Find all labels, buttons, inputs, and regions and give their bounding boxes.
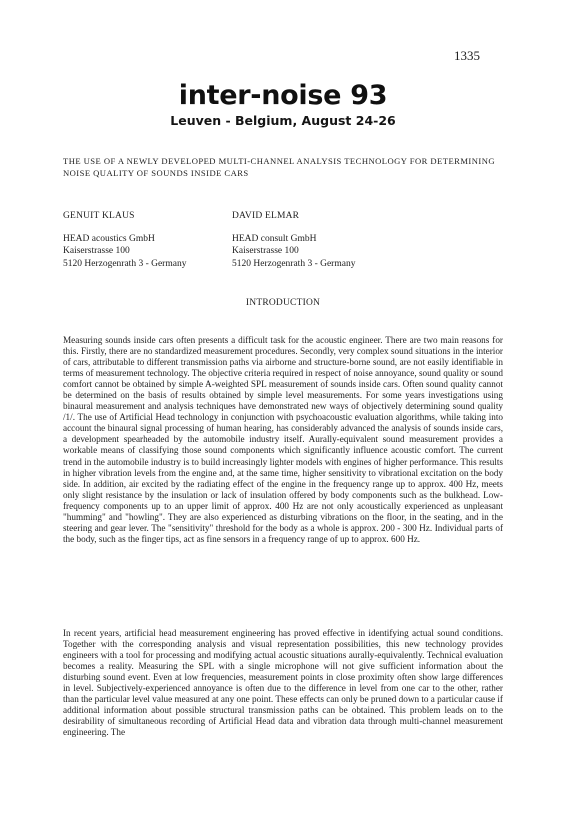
affiliation-line: 5120 Herzogenrath 3 - Germany xyxy=(63,258,187,269)
author-block xyxy=(63,210,186,270)
affiliation-line: Kaiserstrasse 100 xyxy=(232,246,299,256)
author-name: GENUIT KLAUS xyxy=(63,211,135,221)
author-name: DAVID ELMAR xyxy=(232,211,300,221)
affiliation-line: Kaiserstrasse 100 xyxy=(63,246,130,256)
affiliation-line: HEAD acoustics GmbH xyxy=(63,233,155,244)
paper-title: THE USE OF A NEWLY DEVELOPED MULTI-CHANNEL ANALYSIS TECHNOLOGY FOR DETERMINING NOISE QUALITY OF SOUNDS INSIDE CARS xyxy=(63,156,496,178)
author-block xyxy=(232,210,355,270)
conference-title: inter-noise 93 xyxy=(178,80,388,111)
affiliation-line: HEAD consult GmbH xyxy=(232,233,317,244)
page-number: 1335 xyxy=(454,48,480,63)
body-paragraph: Measuring sounds inside cars often presents a difficult task for the acoustic engineer. There are two main reasons for this. Firstly, there are no standardized measurement procedures. Secondly, very complex sound situations in the interior of cars, attributable to different transmission paths via airborne and structure-borne sound, are not easily identifiable in terms of measurement technology. The objective criteria required in respect of noise annoyance, sound quality or sound comfort cannot be obtained by simple A-weighted SPL measurement of sounds inside cars. Often sound quality cannot be determined on the basis of results obtained by simple level measurements. For some years investigations using binaural measurement and analysis techniques have demonstrated new ways of objectively determining sound quality /1/. The use of Artificial Head technology in conjunction with psychoacoustic evaluation algorithms, while taking into account the binaural signal processing of human hearing, has considerably advanced the analysis of sounds inside cars, a development spearheaded by the automobile industry itself. Aurally-equivalent sound measurement provides a workable means of classifying those sound components which significantly influence acoustic comfort. The current trend in the automobile industry is to build increasingly lighter models with engines of higher performance. This results in higher vibration levels from the engine and, at the same time, higher sensitivity to vibrational excitation on the body side. In addition, air excited by the radiating effect of the engine in the frequency range up to approx. 400 Hz, meets only slight resistance by the insulation or lack of insulation offered by body components such as the bulkhead. Low-frequency components up to an upper limit of approx. 400 Hz are not only acoustically experienced as unpleasant "humming" and "howling". They are also experienced as disturbing vibrations on the floor, in the seating, and in the steering and gear lever. The "sensitivity" threshold for the body as a whole is approx. 200 - 300 Hz. Individual parts of the body, such as the finger tips, act as fine sensors in a frequency range of up to approx. 600 Hz. xyxy=(63,335,503,544)
body-paragraph: In recent years, artificial head measurement engineering has proved effective in identifying actual sound conditions. Together with the corresponding analysis and visual representation possibilities, this new technology provides engineers with a tool for processing and modifying actual acoustic situations aurally-equivalently. Technical evaluation becomes a reality. Measuring the SPL with a single microphone will not give sufficient information about the disturbing sound event. Even at low frequencies, measurement points in close proximity often show large differences in level. Subjectively-experienced annoyance is often due to the difference in level from one car to the other, rather than the particular level value measured at any one point. These effects can only be pruned down to a particular cause if additional information about possible structural transmission paths can be obtained. This problem leads on to the desirability of simultaneous recording of Artificial Head data and vibration data through multi-channel measurement engineering. The xyxy=(63,628,503,738)
section-heading: INTRODUCTION xyxy=(245,298,321,308)
conference-subtitle: Leuven - Belgium, August 24-26 xyxy=(170,113,396,128)
affiliation-line: 5120 Herzogenrath 3 - Germany xyxy=(232,258,356,269)
